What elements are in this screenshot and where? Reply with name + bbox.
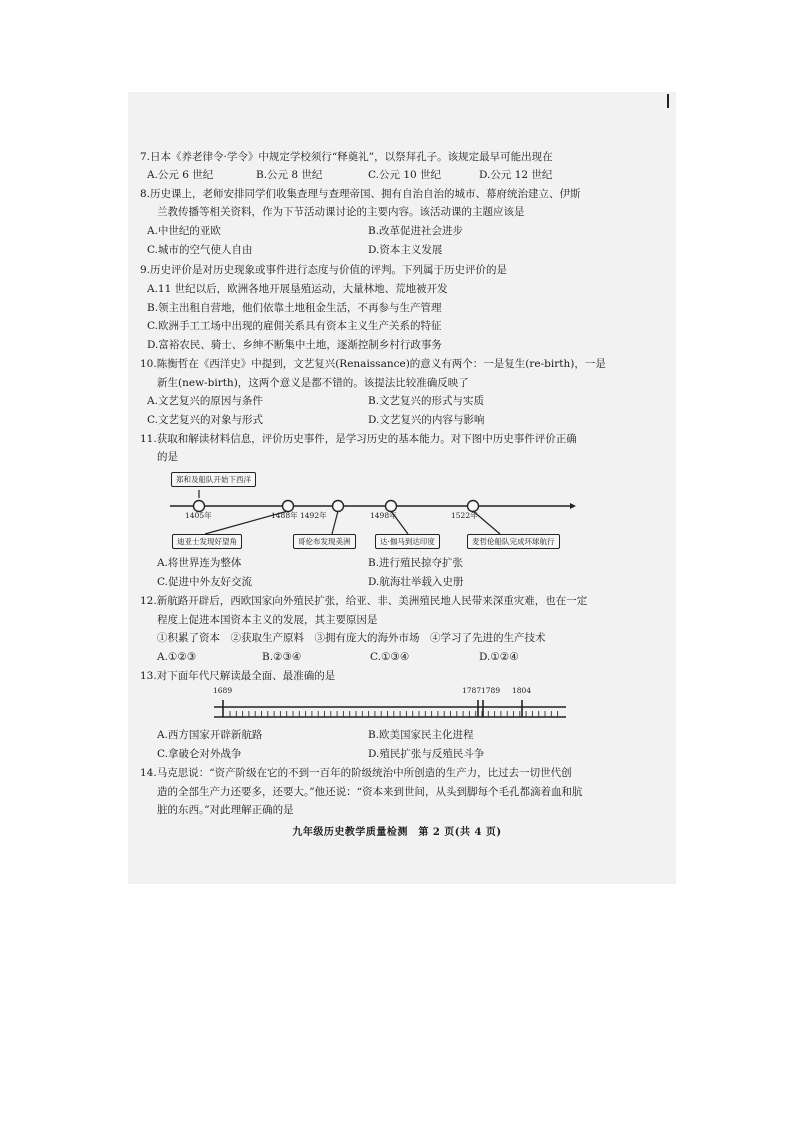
year-label-1498: 1498年 <box>370 511 397 520</box>
timeline-box-da-gama: 达·伽马到达印度 <box>375 534 440 549</box>
question-10-option-d: D.文艺复兴的内容与影响 <box>368 414 485 426</box>
timeline-box-columbus: 哥伦布发现美洲 <box>293 534 356 549</box>
question-8-option-b: B.改革促进社会进步 <box>368 225 464 237</box>
question-9-option-d: D.富裕农民、骑士、乡绅不断集中土地，逐渐控制乡村行政事务 <box>147 339 442 351</box>
question-13-option-a: A.西方国家开辟新航路 <box>157 729 263 741</box>
question-11-stem-line-2: 的是 <box>157 451 178 463</box>
question-12-stem: 12.新航路开辟后，西欧国家向外殖民扩张，给亚、非、美洲殖民地人民带来深重灾难，也在一定 <box>140 595 588 607</box>
question-10-option-a: A.文艺复兴的原因与条件 <box>147 395 263 407</box>
question-9-option-a: A.11 世纪以后，欧洲各地开展垦殖运动，大量林地、荒地被开发 <box>147 283 448 295</box>
question-9-option-c: C.欧洲手工工场中出现的雇佣关系具有资本主义生产关系的特征 <box>147 320 442 332</box>
question-13-option-b: B.欧美国家民主化进程 <box>368 729 474 741</box>
question-11-option-c: C.促进中外友好交流 <box>157 576 252 588</box>
question-11-stem: 11.获取和解读材料信息，评价历史事件，是学习历史的基本能力。对下图中历史事件评价正确 <box>140 433 577 445</box>
question-12-statements: ①积累了资本 ②获取生产原料 ③拥有庞大的海外市场 ④学习了先进的生产技术 <box>157 632 546 644</box>
question-13-option-c: C.拿破仑对外战争 <box>157 748 242 760</box>
year-label-1488: 1488年 <box>271 511 298 520</box>
question-12-option-b: B.②③④ <box>262 651 302 663</box>
timeline-box-magellan: 麦哲伦船队完成环球航行 <box>467 534 560 549</box>
question-13-stem: 13.对下面年代尺解读最全面、最准确的是 <box>140 670 336 682</box>
question-14-stem: 14.马克思说：“资产阶级在它的不到一百年的阶级统治中所创造的生产力，比过去一切世代创 <box>140 767 572 779</box>
ruler-label-1689: 1689 <box>213 686 233 695</box>
question-12-stem-line-2: 程度上促进本国资本主义的发展，其主要原因是 <box>157 614 378 626</box>
question-10-option-c: C.文艺复兴的对象与形式 <box>147 414 263 426</box>
question-8-stem-line-2: 兰教传播等相关资料，作为下节活动课讨论的主要内容。该活动课的主题应该是 <box>157 206 525 218</box>
question-14-stem-line-3: 脏的东西。”对此理解正确的是 <box>157 804 294 816</box>
question-7-option-d: D.公元 12 世纪 <box>479 169 553 181</box>
question-9-option-b: B.领主出租自营地，他们依靠土地租金生活，不再参与生产管理 <box>147 302 442 314</box>
scan-mark <box>667 94 669 108</box>
question-12-option-a: A.①②③ <box>157 651 197 663</box>
timeline-box-dias: 迪亚士发现好望角 <box>172 534 242 549</box>
question-14-stem-line-2: 造的全部生产力还要多，还要大。”他还说：“资本来到世间，从头到脚每个毛孔都滴着血和肮 <box>157 786 583 798</box>
question-8-option-c: C.城市的空气使人自由 <box>147 244 253 256</box>
question-13-option-d: D.殖民扩张与反殖民斗争 <box>368 748 485 760</box>
ruler-label-1789: 1789 <box>481 686 501 695</box>
question-11-option-d: D.航海壮举载入史册 <box>368 576 464 588</box>
question-10-stem: 10.陈衡哲在《西洋史》中提到，文艺复兴(Renaissance)的意义有两个：一是复生(re-birth)，一是 <box>140 358 606 370</box>
year-label-1492: 1492年 <box>300 511 327 520</box>
question-7-option-b: B.公元 8 世纪 <box>256 169 323 181</box>
question-8-stem: 8.历史课上，老师安排同学们收集查理与查理帝国、拥有自治自治的城市、幕府统治建立、伊斯 <box>140 188 581 200</box>
question-8-option-a: A.中世纪的亚欧 <box>147 225 221 237</box>
question-10-option-b: B.文艺复兴的形式与实质 <box>368 395 485 407</box>
question-7-option-c: C.公元 10 世纪 <box>368 169 442 181</box>
ruler-label-1804: 1804 <box>512 686 532 695</box>
timeline-top-box: 郑和及船队开始下西洋 <box>171 472 256 487</box>
year-label-1405: 1405年 <box>185 511 212 520</box>
year-label-1522: 1522年 <box>451 511 478 520</box>
ruler-ticks <box>230 711 558 717</box>
node-1492 <box>333 501 344 512</box>
question-11-option-a: A.将世界连为整体 <box>157 557 242 569</box>
page-footer: 九年级历史教学质量检测 第 2 页(共 4 页) <box>292 827 502 838</box>
year-ruler <box>210 697 570 727</box>
question-7-option-a: A.公元 6 世纪 <box>147 169 214 181</box>
question-11-option-b: B.进行殖民掠夺扩张 <box>368 557 464 569</box>
ruler-label-1787: 1787 <box>462 686 482 695</box>
question-7-stem: 7.日本《养老律令·学令》中规定学校须行“释奠礼”，以祭拜孔子。该规定最早可能出现在 <box>140 151 553 163</box>
question-10-stem-line-2: 新生(new-birth)，这两个意义是都不错的。该提法比较准确反映了 <box>157 377 469 389</box>
question-8-option-d: D.资本主义发展 <box>368 244 443 256</box>
connector-1492 <box>332 511 338 534</box>
question-12-option-c: C.①③④ <box>370 651 410 663</box>
question-9-stem: 9.历史评价是对历史现象或事件进行态度与价值的评判。下列属于历史评价的是 <box>140 264 508 276</box>
timeline-arrow-icon <box>570 503 576 509</box>
question-12-option-d: D.①②④ <box>479 651 519 663</box>
